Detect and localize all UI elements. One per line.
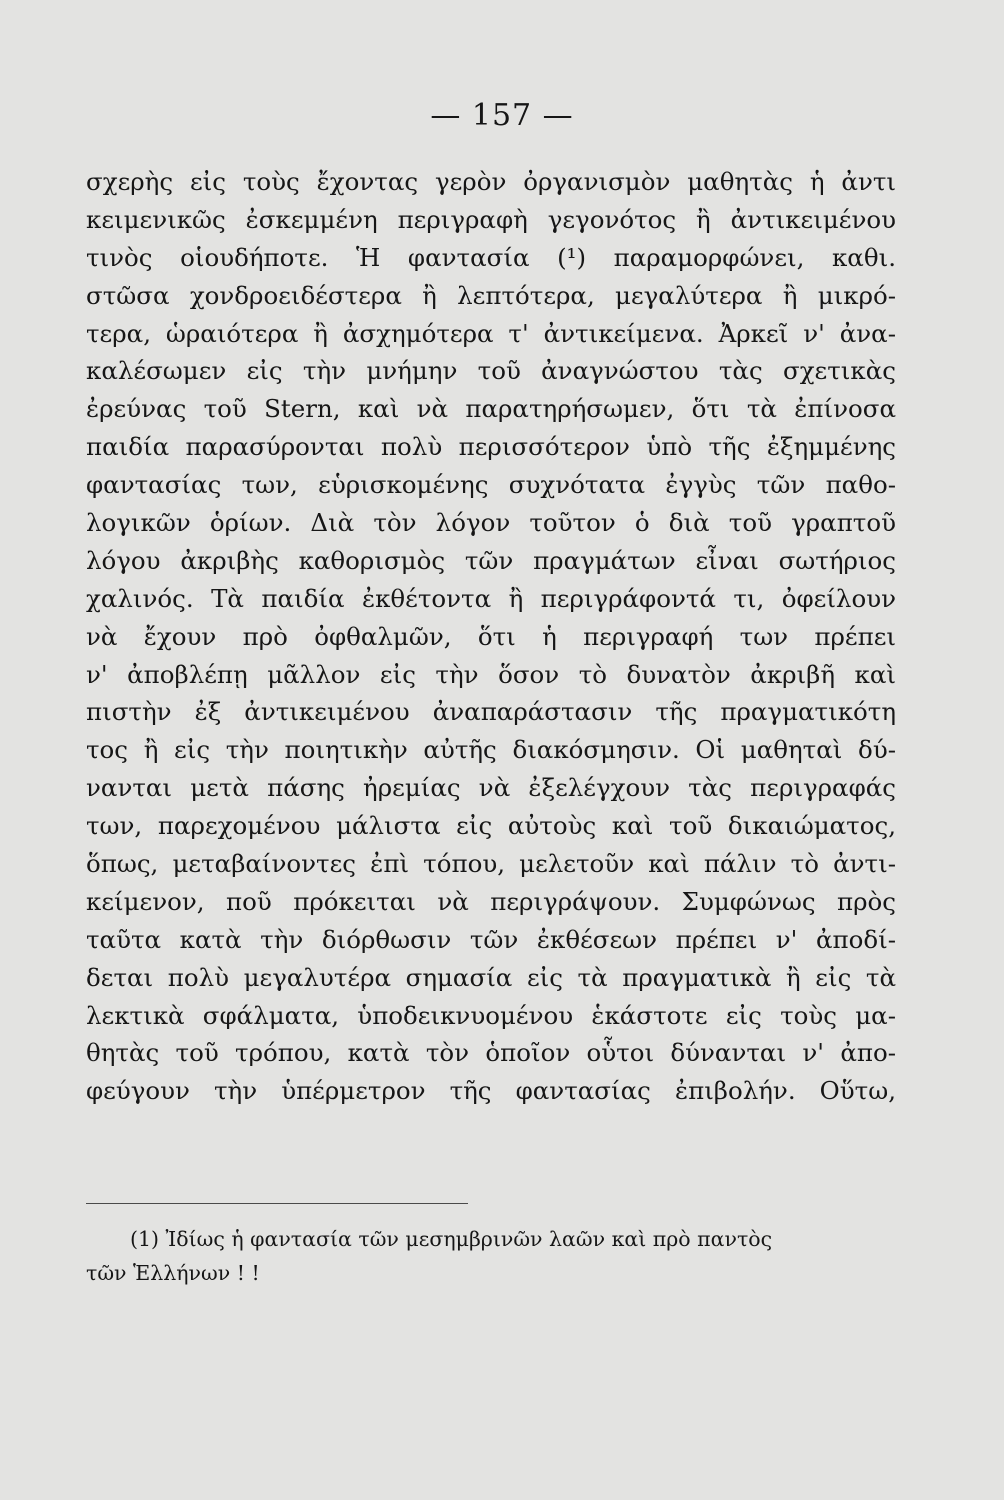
text-line: στῶσα χονδροειδέστερα ἢ λεπτότερα, μεγαλύτερα ἢ μικρό- — [86, 280, 896, 310]
text-line: λόγου ἀκριβὴς καθορισμὸς τῶν πραγμάτων εἶναι σωτήριος — [86, 545, 896, 575]
footnote-line: (1) Ἰδίως ἡ φαντασία τῶν μεσημβρινῶν λαῶν καὶ πρὸ παντὸς — [130, 1227, 773, 1251]
text-line: νανται μετὰ πάσης ἠρεμίας νὰ ἐξελέγχουν τὰς περιγραφάς — [86, 773, 896, 803]
body-text — [86, 163, 896, 1110]
footnote — [86, 1222, 896, 1290]
text-line: ν' ἀποβλέπῃ μᾶλλον εἰς τὴν ὅσον τὸ δυνατὸν ἀκριβῆ καὶ — [86, 659, 896, 689]
text-line: δεται πολὺ μεγαλυτέρα σημασία εἰς τὰ πραγματικὰ ἢ εἰς τὰ — [86, 962, 896, 992]
text-line: φαντασίας των, εὑρισκομένης συχνότατα ἐγγὺς τῶν παθο- — [86, 470, 896, 500]
footnote-line: τῶν Ἑλλήνων ! ! — [86, 1261, 260, 1285]
text-line: τινὸς οἱουδήποτε. Ἡ φαντασία (¹) παραμορφώνει, καθι. — [86, 242, 896, 272]
page-number: — 157 — — [430, 98, 574, 133]
text-line: κειμενικῶς ἐσκεμμένη περιγραφὴ γεγονότος ἢ ἀντικειμένου — [86, 204, 896, 234]
text-line: λεκτικὰ σφάλματα, ὑποδεικνυομένου ἑκάστοτε εἰς τοὺς μα- — [86, 1000, 896, 1030]
text-line: νὰ ἔχουν πρὸ ὀφθαλμῶν, ὅτι ἡ περιγραφή των πρέπει — [86, 621, 896, 651]
text-line: ὅπως, μεταβαίνοντες ἐπὶ τόπου, μελετοῦν καὶ πάλιν τὸ ἀντι- — [86, 849, 896, 879]
text-line: σχερὴς εἰς τοὺς ἔχοντας γερὸν ὀργανισμὸν μαθητὰς ἡ ἀντι — [86, 167, 896, 196]
text-line: παιδία παρασύρονται πολὺ περισσότερον ὑπὸ τῆς ἐξημμένης — [86, 432, 896, 462]
text-line: καλέσωμεν εἰς τὴν μνήμην τοῦ ἀναγνώστου τὰς σχετικὰς — [86, 356, 896, 386]
text-line: λογικῶν ὁρίων. Διὰ τὸν λόγον τοῦτον ὁ διὰ τοῦ γραπτοῦ — [86, 508, 896, 538]
text-line: των, παρεχομένου μάλιστα εἰς αὐτοὺς καὶ τοῦ δικαιώματος, — [86, 811, 896, 841]
text-line: κείμενον, ποῦ πρόκειται νὰ περιγράψουν. Συμφώνως πρὸς — [86, 886, 896, 916]
text-line: ταῦτα κατὰ τὴν διόρθωσιν τῶν ἐκθέσεων πρέπει ν' ἀποδί- — [86, 924, 896, 954]
text-line: τερα, ὡραιότερα ἢ ἀσχημότερα τ' ἀντικείμενα. Ἀρκεῖ ν' ἀνα- — [86, 318, 896, 348]
text-line: χαλινός. Τὰ παιδία ἐκθέτοντα ἢ περιγράφοντά τι, ὀφείλουν — [86, 583, 896, 613]
text-line: θητὰς τοῦ τρόπου, κατὰ τὸν ὁποῖον οὗτοι δύνανται ν' ἀπο- — [86, 1038, 896, 1068]
text-line: φεύγουν τὴν ὑπέρμετρον τῆς φαντασίας ἐπιβολήν. Οὕτω, — [86, 1076, 896, 1106]
footnote-divider — [86, 1203, 468, 1204]
text-line: τος ἢ εἰς τὴν ποιητικὴν αὐτῆς διακόσμησιν. Οἱ μαθηταὶ δύ- — [86, 735, 896, 765]
text-line: ἐρεύνας τοῦ Stern, καὶ νὰ παρατηρήσωμεν, ὅτι τὰ ἐπίνοσα — [86, 394, 896, 424]
text-line: πιστὴν ἐξ ἀντικειμένου ἀναπαράστασιν τῆς πραγματικότη — [86, 697, 896, 727]
